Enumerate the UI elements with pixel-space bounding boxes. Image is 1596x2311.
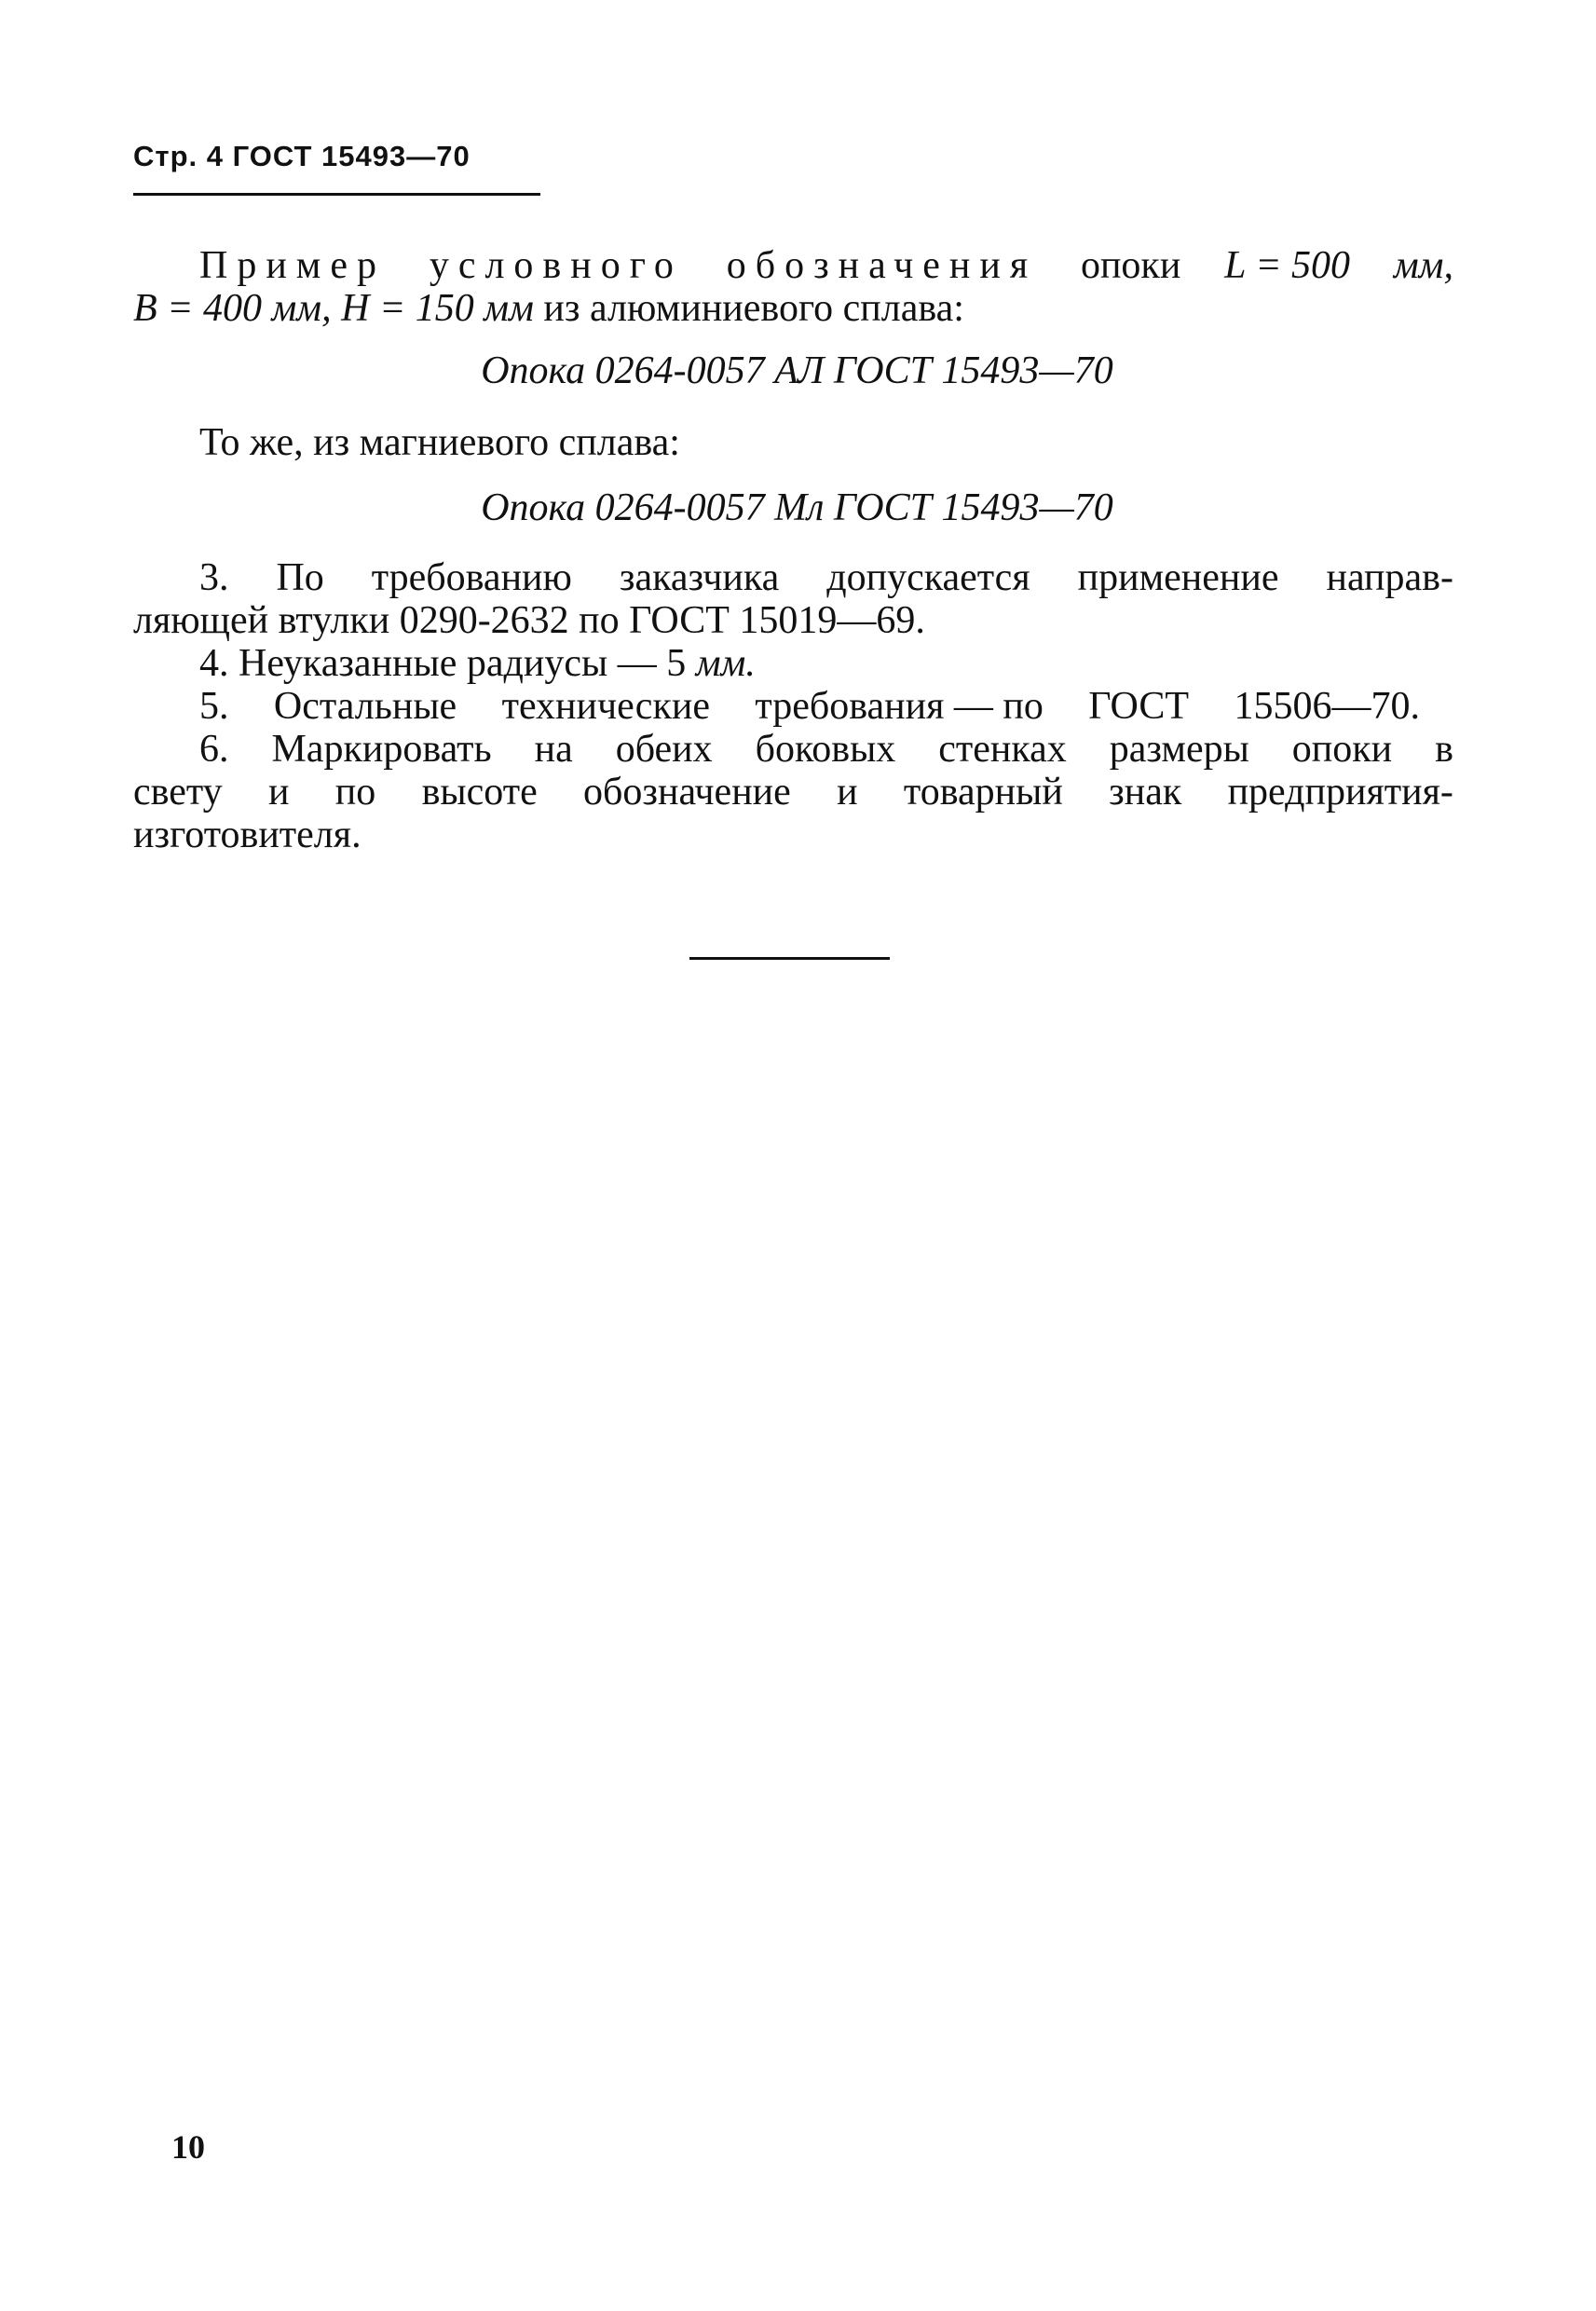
item-word: обеих: [615, 728, 713, 771]
item-word: заказчика: [619, 556, 780, 599]
item-word: требованию: [371, 556, 572, 599]
item-word: высоте: [421, 771, 538, 814]
item-word: требования — по: [755, 685, 1044, 728]
example-line-1: [199, 244, 1453, 287]
item-4: [199, 642, 756, 685]
item-word: свету: [133, 771, 223, 814]
item-word: товарный: [903, 771, 1063, 814]
page-header: Стр. 4 ГОСТ 15493—70: [133, 140, 471, 172]
item-3-line-1: [199, 556, 1453, 599]
item-6-line-2: [133, 771, 1453, 814]
item-word: 6.: [199, 728, 229, 771]
item-word: по: [334, 771, 376, 814]
end-of-text-rule: [689, 957, 890, 960]
item-word: стенках: [938, 728, 1067, 771]
item-word: ГОСТ: [1088, 685, 1190, 728]
item-5: [199, 685, 1420, 728]
example-word: Пример: [199, 244, 387, 287]
item-word: размеры: [1109, 728, 1249, 771]
item-word: и: [837, 771, 858, 814]
item-word: Маркировать: [271, 728, 492, 771]
item-word: предприятия-: [1227, 771, 1453, 814]
item-word: направ-: [1326, 556, 1453, 599]
item-4-text: 4. Неуказанные радиусы — 5: [199, 642, 687, 685]
dimension-unit: мм,: [1393, 244, 1453, 287]
item-word: По: [276, 556, 324, 599]
dimension-unit: мм: [484, 287, 534, 330]
item-word: допускается: [826, 556, 1030, 599]
item-word: знак: [1109, 771, 1182, 814]
item-6-line-3: изготовителя.: [133, 814, 361, 856]
same-magnesium-text: То же, из магниевого сплава:: [199, 421, 680, 464]
item-word: применение: [1077, 556, 1279, 599]
example-line-2: [133, 287, 964, 330]
item-word: технические: [501, 685, 710, 728]
header-rule: [133, 193, 540, 196]
item-word: опоки: [1291, 728, 1393, 771]
item-word: и: [267, 771, 290, 814]
designation-aluminium: Опока 0264-0057 АЛ ГОСТ 15493—70: [481, 349, 1113, 392]
page-number: 10: [171, 2128, 205, 2166]
item-word: 15506—70.: [1234, 685, 1420, 728]
item-word: боковых: [755, 728, 896, 771]
example-material: из алюминиевого сплава:: [543, 287, 964, 330]
example-word: опоки: [1080, 244, 1181, 287]
dimension-l: L = 500: [1224, 244, 1351, 287]
item-3-line-2: ляющей втулки 0290-2632 по ГОСТ 15019—69.: [133, 599, 925, 642]
dimension-h: H = 150: [341, 287, 474, 330]
item-word: в: [1435, 728, 1453, 771]
item-6-line-1: [199, 728, 1453, 771]
designation-magnesium: Опока 0264-0057 Мл ГОСТ 15493—70: [481, 486, 1113, 529]
item-word: 3.: [199, 556, 229, 599]
item-word: обозначение: [583, 771, 791, 814]
example-word: условного: [429, 244, 683, 287]
item-word: 5.: [199, 685, 229, 728]
item-word: на: [534, 728, 573, 771]
dimension-unit: мм,: [271, 287, 332, 330]
item-word: Остальные: [273, 685, 457, 728]
example-word: обозначения: [726, 244, 1038, 287]
dimension-b: B = 400: [133, 287, 262, 330]
item-4-unit: мм.: [695, 642, 756, 685]
